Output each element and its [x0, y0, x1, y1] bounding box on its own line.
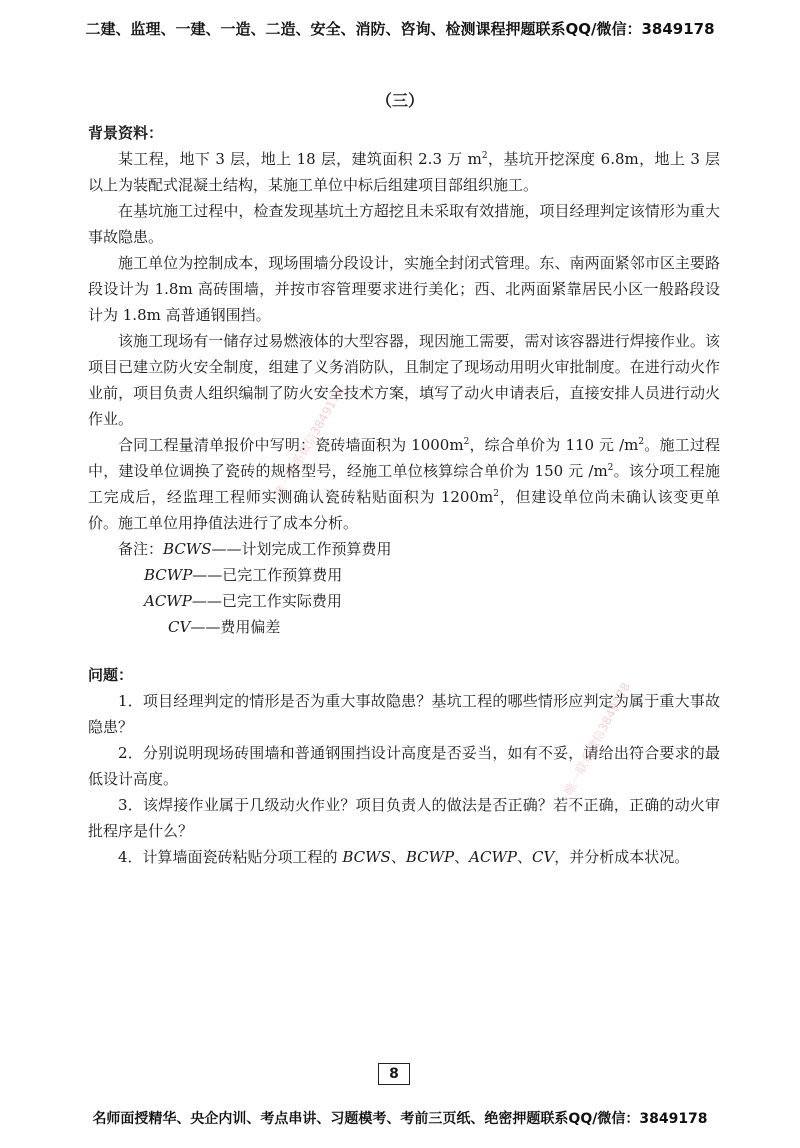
watermark: 唯一联系微信3849178	[271, 384, 347, 500]
note-row: BCWP——已完工作预算费用	[144, 566, 343, 584]
paragraph-hazard: 在基坑施工过程中，检查发现基坑土方超挖且未采取有效措施，项目经理判定该情形为重大事故隐患。	[88, 202, 720, 246]
question-2: 2．分别说明现场砖围墙和普通钢围挡设计高度是否妥当，如有不妥，请给出符合要求的最低设计高度。	[88, 744, 720, 788]
paragraph-enclosure: 施工单位为控制成本，现场围墙分段设计，实施全封闭式管理。东、南两面紧邻市区主要路段设计为 1.8m 高砖围墙，并按市容管理要求进行美化；西、北两面紧靠居民小区一般路段设计为 1.8m 高普通钢围挡。	[88, 254, 720, 324]
question-3: 3．该焊接作业属于几级动火作业？项目负责人的做法是否正确？若不正确，正确的动火审批程序是什么？	[88, 796, 720, 840]
note-row: CV——费用偏差	[168, 618, 281, 636]
note-row: 备注：BCWS——计划完成工作预算费用	[118, 540, 392, 558]
question-1: 1．项目经理判定的情形是否为重大事故隐患？基坑工程的哪些情形应判定为属于重大事故隐患？	[88, 692, 720, 736]
background-label: 背景资料：	[88, 124, 164, 142]
notes-block	[88, 536, 720, 640]
spacer	[88, 640, 720, 662]
question-4: 4．计算墙面瓷砖粘贴分项工程的 BCWS、BCWP、ACWP、CV，并分析成本状况。	[118, 848, 690, 866]
paragraph-contract-cost: 合同工程量清单报价中写明：瓷砖墙面积为 $1000m^2$，综合单价为 110 元 $/m^2$。施工过程中，建设单位调换了瓷砖的规格型号，经施工单位核算综合单价为 150 元 $/m^2$。该分项工程施工完成后，经监理工程师实测确认瓷砖粘贴面积为 $1200m^2$，但建设单位尚未确认该变更单价。施工单位用挣值法进行了成本分析。	[88, 436, 720, 532]
page-footer: 名师面授精华、央企内训、考点串讲、习题模考、考前三页纸、绝密押题联系QQ/微信：3849178	[92, 1111, 708, 1127]
paragraph-hot-work: 该施工现场有一储存过易燃液体的大型容器，现因施工需要，需对该容器进行焊接作业。该项目已建立防火安全制度，组建了义务消防队，且制定了现场动用明火审批制度。在进行动火作业前，项目负责人组织编制了防火安全技术方案，填写了动火申请表后，直接安排人员进行动火作业。	[88, 332, 720, 428]
page-number: 8	[378, 1063, 410, 1085]
section-title: （三）	[375, 91, 424, 110]
document-body	[88, 120, 720, 870]
watermark: 唯一联系微信3849178	[561, 680, 634, 798]
questions-label: 问题：	[88, 666, 134, 684]
note-row: ACWP——已完工作实际费用	[144, 592, 342, 610]
paragraph-project-overview: 某工程，地下 3 层，地上 18 层，建筑面积 2.3 万 $m^2$，基坑开挖深度 6.8m，地上 3 层以上为装配式混凝土结构，某施工单位中标后组建项目部组织施工。	[88, 150, 720, 194]
page-header: 二建、监理、一建、一造、二造、安全、消防、咨询、检测课程押题联系QQ/微信：3849178	[85, 20, 715, 38]
